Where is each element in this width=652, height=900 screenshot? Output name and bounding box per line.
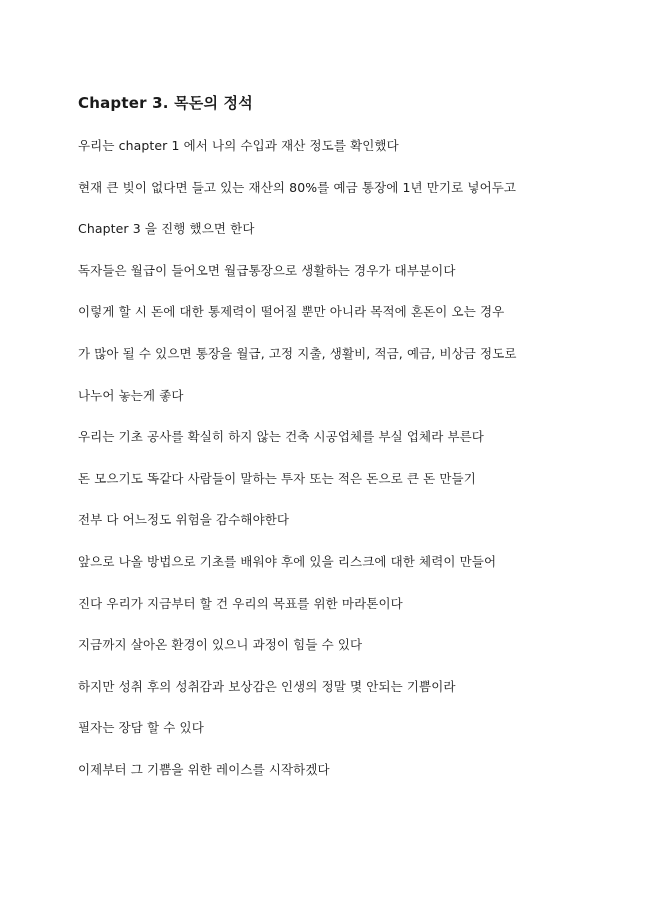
- text-line: Chapter 3 을 진행 했으면 한다: [78, 221, 255, 237]
- text-line: 우리는 기초 공사를 확실히 하지 않는 건축 시공업체를 부실 업체라 부른다: [78, 429, 484, 445]
- text-line: 우리는 chapter 1 에서 나의 수입과 재산 정도를 확인했다: [78, 138, 399, 153]
- chapter-title: Chapter 3. 목돈의 정석: [78, 94, 253, 112]
- text-line: 지금까지 살아온 환경이 있으니 과정이 힘들 수 있다: [78, 637, 363, 653]
- text-line: 필자는 장담 할 수 있다: [78, 720, 204, 736]
- text-line: 돈 모으기도 똑같다 사람들이 말하는 투자 또는 적은 돈으로 큰 돈 만들기: [78, 470, 476, 486]
- text-line: 진다 우리가 지금부터 할 건 우리의 목표를 위한 마라톤이다: [78, 595, 403, 611]
- text-line: 하지만 성취 후의 성취감과 보상감은 인생의 정말 몇 안되는 기쁨이라: [78, 678, 456, 694]
- text-line: 앞으로 나올 방법으로 기초를 배워야 후에 있을 리스크에 대한 체력이 만들어: [78, 553, 497, 569]
- text-line: 이제부터 그 기쁨을 위한 레이스를 시작하겠다: [78, 761, 330, 777]
- text-line: 가 많아 될 수 있으면 통장을 월급, 고정 지출, 생활비, 적금, 예금, 비상금 정도로: [78, 345, 517, 361]
- text-line: 전부 다 어느정도 위험을 감수해야한다: [78, 512, 290, 528]
- text-line: 나누어 놓는게 좋다: [78, 387, 184, 403]
- text-line: 독자들은 월급이 들어오면 월급통장으로 생활하는 경우가 대부분이다: [78, 262, 456, 278]
- text-line: 현재 큰 빚이 없다면 들고 있는 재산의 80%를 예금 통장에 1년 만기로 넣어두고: [78, 179, 517, 195]
- text-line: 이렇게 할 시 돈에 대한 통제력이 떨어질 뿐만 아니라 목적에 혼돈이 오는 경우: [78, 304, 505, 320]
- body-text: [78, 136, 598, 802]
